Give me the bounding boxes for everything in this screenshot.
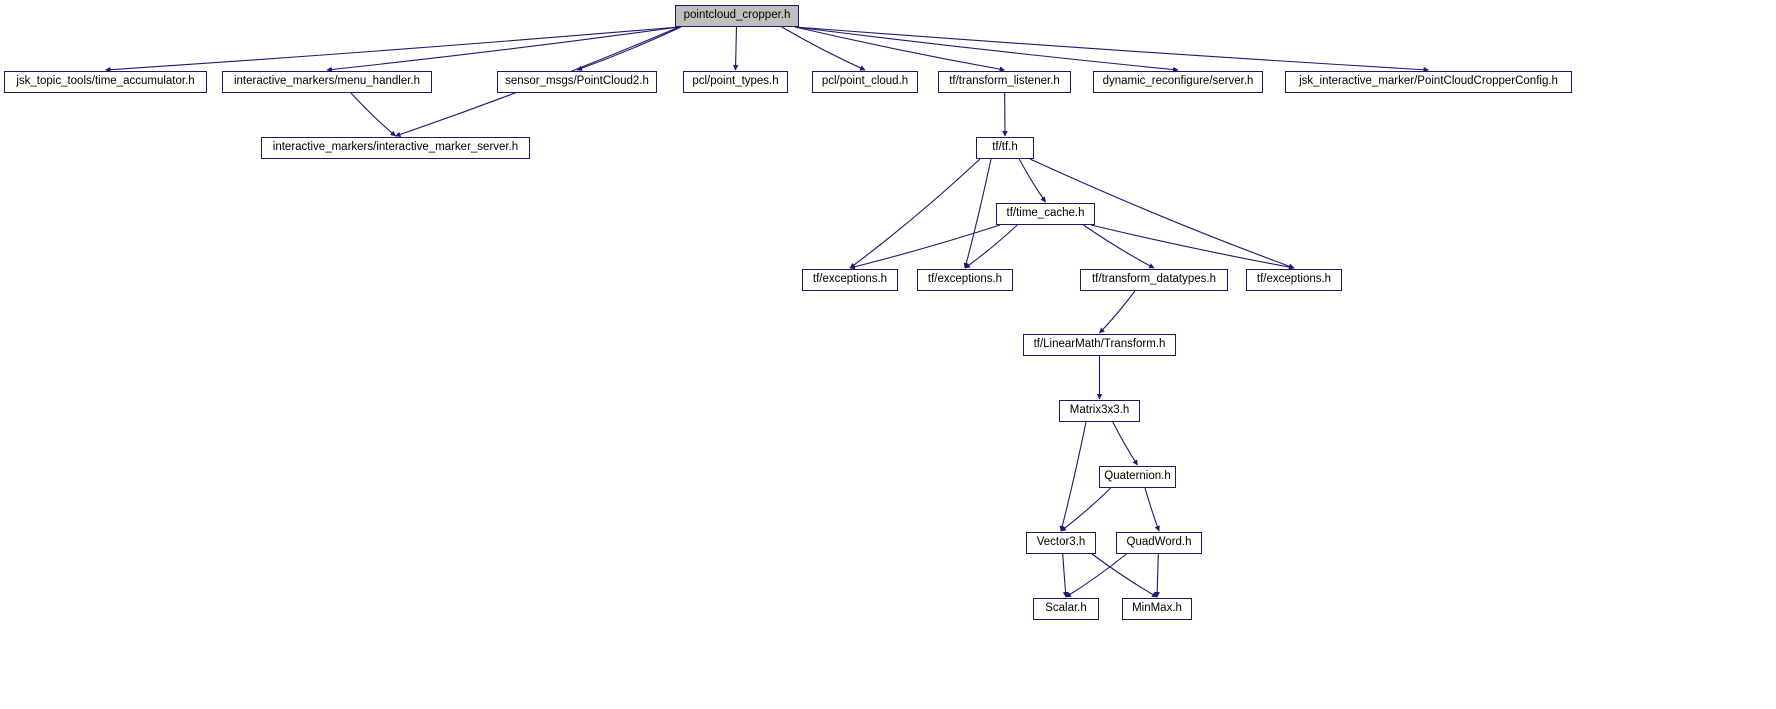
graph-node-label: dynamic_reconfigure/server.h xyxy=(1102,75,1254,88)
graph-edge xyxy=(850,225,1000,268)
graph-edge xyxy=(1100,291,1135,333)
graph-node-label: jsk_interactive_marker/PointCloudCropperConfig.h xyxy=(1299,75,1558,88)
graph-node-label: tf/exceptions.h xyxy=(812,273,888,286)
graph-edge xyxy=(1091,225,1294,268)
graph-node-label: pcl/point_cloud.h xyxy=(821,75,909,88)
graph-node-label: tf/transform_listener.h xyxy=(949,75,1060,88)
graph-node-label: MinMax.h xyxy=(1132,602,1182,615)
graph-node-label: Vector3.h xyxy=(1036,536,1086,549)
graph-node-marker_server[interactable] xyxy=(261,137,530,159)
graph-node-menu_handler[interactable] xyxy=(222,71,432,93)
graph-node-label: interactive_markers/menu_handler.h xyxy=(233,75,421,88)
graph-node-cropper_config[interactable] xyxy=(1285,71,1572,93)
graph-node-label: tf/tf.h xyxy=(992,141,1018,154)
graph-node-exceptions1[interactable] xyxy=(802,269,898,291)
graph-node-label: sensor_msgs/PointCloud2.h xyxy=(505,75,649,88)
graph-edge xyxy=(577,27,681,70)
graph-node-label: tf/LinearMath/Transform.h xyxy=(1033,338,1166,351)
graph-edge xyxy=(1083,225,1154,268)
graph-node-label: tf/exceptions.h xyxy=(1256,273,1332,286)
graph-node-label: jsk_topic_tools/time_accumulator.h xyxy=(16,75,195,88)
graph-edge xyxy=(351,93,396,136)
graph-edge xyxy=(965,159,991,268)
graph-edge xyxy=(782,27,865,70)
graph-node-label: tf/time_cache.h xyxy=(1006,207,1085,220)
graph-edge xyxy=(1061,488,1111,531)
graph-node-label: interactive_markers/interactive_marker_server.h xyxy=(272,141,519,154)
graph-node-label: tf/transform_datatypes.h xyxy=(1091,273,1216,286)
graph-edge xyxy=(850,159,980,268)
graph-node-label: Quaternion.h xyxy=(1104,470,1171,483)
graph-node-transform_listener[interactable] xyxy=(938,71,1071,93)
graph-edge xyxy=(1113,422,1138,465)
graph-node-point_types[interactable] xyxy=(683,71,788,93)
graph-edge xyxy=(795,27,1178,70)
graph-edge xyxy=(1066,554,1126,597)
graph-node-label: Scalar.h xyxy=(1045,602,1087,615)
graph-node-transform_datatypes[interactable] xyxy=(1080,269,1228,291)
graph-edge xyxy=(795,27,1005,70)
graph-node-quaternion[interactable] xyxy=(1099,466,1176,488)
graph-edge xyxy=(1145,488,1159,531)
graph-edge xyxy=(106,27,680,70)
graph-node-scalar[interactable] xyxy=(1033,598,1099,620)
graph-edge xyxy=(795,27,1429,70)
graph-node-vector3[interactable] xyxy=(1026,532,1096,554)
graph-edge xyxy=(1092,554,1157,597)
graph-edge xyxy=(1157,554,1158,597)
graph-edge xyxy=(1061,422,1086,531)
graph-node-label: pointcloud_cropper.h xyxy=(683,9,791,22)
graph-node-point_cloud[interactable] xyxy=(812,71,918,93)
graph-node-label: QuadWord.h xyxy=(1126,536,1192,549)
graph-edge xyxy=(736,27,737,70)
graph-node-time_accumulator[interactable] xyxy=(4,71,207,93)
graph-node-dyn_server[interactable] xyxy=(1093,71,1263,93)
graph-node-lm_transform[interactable] xyxy=(1023,334,1176,356)
graph-edge xyxy=(1063,554,1066,597)
graph-edge xyxy=(1019,159,1045,202)
graph-node-minmax[interactable] xyxy=(1122,598,1192,620)
graph-node-label: Matrix3x3.h xyxy=(1069,404,1130,417)
graph-edge xyxy=(965,225,1017,268)
graph-node-pointcloud2[interactable] xyxy=(497,71,657,93)
graph-edge xyxy=(327,27,679,70)
graph-node-matrix3x3[interactable] xyxy=(1059,400,1140,422)
graph-node-exceptions2[interactable] xyxy=(917,269,1013,291)
graph-node-quadword[interactable] xyxy=(1116,532,1202,554)
graph-node-time_cache[interactable] xyxy=(996,203,1095,225)
graph-node-tf_tf[interactable] xyxy=(976,137,1034,159)
graph-node-label: pcl/point_types.h xyxy=(692,75,779,88)
graph-node-exceptions3[interactable] xyxy=(1246,269,1342,291)
graph-node-root[interactable] xyxy=(675,5,799,27)
graph-node-label: tf/exceptions.h xyxy=(927,273,1003,286)
